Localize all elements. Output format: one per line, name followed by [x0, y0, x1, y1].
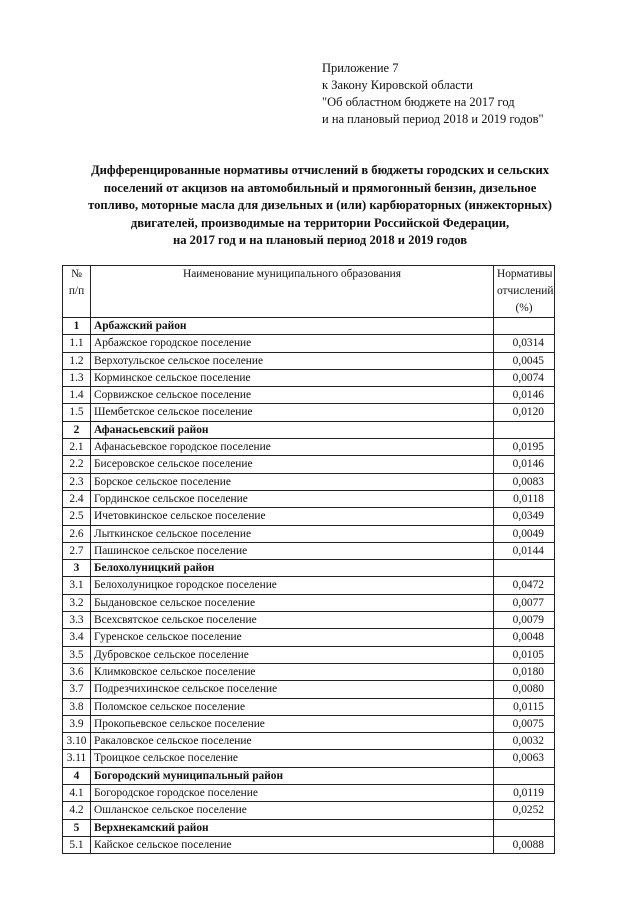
row-value: 0,0075 — [494, 715, 555, 732]
appendix-line-4: и на плановый период 2018 и 2019 годов" — [322, 112, 544, 126]
row-number: 2.7 — [63, 542, 91, 559]
row-value: 0,0105 — [494, 646, 555, 663]
row-value — [494, 767, 555, 784]
row-name: Всехсвятское сельское поселение — [91, 612, 494, 629]
row-name: Пашинское сельское поселение — [91, 542, 494, 559]
header-norms — [494, 266, 555, 318]
row-name: Ошланское сельское поселение — [91, 802, 494, 819]
appendix-line-1: Приложение 7 — [322, 61, 399, 75]
row-value: 0,0080 — [494, 681, 555, 698]
district-row — [63, 560, 555, 577]
row-number: 4.1 — [63, 785, 91, 802]
table-row — [63, 525, 555, 542]
header-norms-line-3: (%) — [515, 302, 533, 314]
row-name: Подрезчихинское сельское поселение — [91, 681, 494, 698]
row-value: 0,0252 — [494, 802, 555, 819]
title-line-1: Дифференцированные нормативы отчислений в бюджеты городских и сельских — [90, 163, 550, 177]
row-name: Борское сельское поселение — [91, 473, 494, 490]
row-value: 0,0146 — [494, 456, 555, 473]
row-number: 2.4 — [63, 490, 91, 507]
row-name: Арбажское городское поселение — [91, 335, 494, 352]
row-name: Афанасьевское городское поселение — [91, 439, 494, 456]
row-number: 4.2 — [63, 802, 91, 819]
row-value: 0,0180 — [494, 663, 555, 680]
title-line-3: топливо, моторные масла для дизельных и (или) карбюраторных (инжекторных) — [88, 198, 552, 213]
header-name-text: Наименование муниципального образования — [182, 268, 402, 280]
row-value: 0,0195 — [494, 439, 555, 456]
table-row — [63, 681, 555, 698]
header-number — [63, 266, 91, 318]
row-number: 2.3 — [63, 473, 91, 490]
row-value: 0,0077 — [494, 594, 555, 611]
row-number: 1.1 — [63, 335, 91, 352]
row-number: 1.4 — [63, 387, 91, 404]
row-name: Шембетское сельское поселение — [91, 404, 494, 421]
row-number: 4 — [63, 767, 91, 784]
row-value: 0,0314 — [494, 335, 555, 352]
title-line-4: двигателей, производимые на территории Российской Федерации, — [130, 215, 510, 230]
row-name: Ракаловское сельское поселение — [91, 733, 494, 750]
row-value: 0,0472 — [494, 577, 555, 594]
row-name: Богородский муниципальный район — [91, 767, 494, 784]
row-number: 3.6 — [63, 663, 91, 680]
row-number: 3.11 — [63, 750, 91, 767]
row-value: 0,0144 — [494, 542, 555, 559]
row-number: 2.2 — [63, 456, 91, 473]
row-number: 3.2 — [63, 594, 91, 611]
row-number: 3.4 — [63, 629, 91, 646]
header-norms-line-2: отчислений — [497, 285, 554, 297]
header-number-line-2: п/п — [68, 285, 85, 297]
row-number: 3.7 — [63, 681, 91, 698]
row-value: 0,0119 — [494, 785, 555, 802]
table-row — [63, 404, 555, 421]
table-row — [63, 646, 555, 663]
header-norms-line-1: Нормативы — [497, 268, 553, 280]
row-value — [494, 421, 555, 438]
table-row — [63, 473, 555, 490]
table-row — [63, 629, 555, 646]
row-value — [494, 560, 555, 577]
district-row — [63, 767, 555, 784]
row-value: 0,0048 — [494, 629, 555, 646]
row-name: Гуренское сельское поселение — [91, 629, 494, 646]
row-name: Богородское городское поселение — [91, 785, 494, 802]
row-name: Поломское сельское поселение — [91, 698, 494, 715]
row-name: Белохолуницкий район — [91, 560, 494, 577]
row-value: 0,0146 — [494, 387, 555, 404]
row-number: 1.3 — [63, 369, 91, 386]
row-name: Климковское сельское поселение — [91, 663, 494, 680]
table-row — [63, 663, 555, 680]
row-value: 0,0074 — [494, 369, 555, 386]
row-value: 0,0079 — [494, 612, 555, 629]
row-value: 0,0045 — [494, 352, 555, 369]
row-number: 1.5 — [63, 404, 91, 421]
row-number: 3.5 — [63, 646, 91, 663]
row-value: 0,0049 — [494, 525, 555, 542]
row-name: Троицкое сельское поселение — [91, 750, 494, 767]
row-value: 0,0120 — [494, 404, 555, 421]
row-value — [494, 318, 555, 335]
row-value: 0,0088 — [494, 836, 555, 853]
appendix-line-2: к Закону Кировской области — [322, 78, 473, 92]
row-value: 0,0118 — [494, 490, 555, 507]
row-name: Дубровское сельское поселение — [91, 646, 494, 663]
title-line-5: на 2017 год и на плановый период 2018 и 2019 годов — [172, 233, 468, 248]
row-name: Афанасьевский район — [91, 421, 494, 438]
title-line-2: поселений от акцизов на автомобильный и прямогонный бензин, дизельное — [103, 180, 537, 195]
row-value — [494, 819, 555, 836]
document-title — [40, 162, 600, 250]
district-row — [63, 819, 555, 836]
row-value: 0,0063 — [494, 750, 555, 767]
row-value: 0,0083 — [494, 473, 555, 490]
table-row — [63, 594, 555, 611]
table-row — [63, 490, 555, 507]
row-number: 2 — [63, 421, 91, 438]
row-name: Корминское сельское поселение — [91, 369, 494, 386]
row-number: 1 — [63, 318, 91, 335]
table-row — [63, 508, 555, 525]
row-number: 3 — [63, 560, 91, 577]
table-header-row — [63, 266, 555, 318]
row-number: 3.10 — [63, 733, 91, 750]
row-name: Кайское сельское поселение — [91, 836, 494, 853]
table-row — [63, 577, 555, 594]
row-name: Гординское сельское поселение — [91, 490, 494, 507]
row-number: 3.8 — [63, 698, 91, 715]
table-row — [63, 352, 555, 369]
row-name: Верхотульское сельское поселение — [91, 352, 494, 369]
table-row — [63, 387, 555, 404]
table-row — [63, 733, 555, 750]
row-number: 3.3 — [63, 612, 91, 629]
table-row — [63, 335, 555, 352]
appendix-line-3: "Об областном бюджете на 2017 год — [322, 95, 515, 109]
row-number: 2.5 — [63, 508, 91, 525]
row-name: Прокопьевское сельское поселение — [91, 715, 494, 732]
district-row — [63, 318, 555, 335]
table-row — [63, 750, 555, 767]
row-name: Бисеровское сельское поселение — [91, 456, 494, 473]
row-number: 5.1 — [63, 836, 91, 853]
row-number: 2.1 — [63, 439, 91, 456]
row-name: Арбажский район — [91, 318, 494, 335]
table-row — [63, 456, 555, 473]
row-number: 1.2 — [63, 352, 91, 369]
table-row — [63, 802, 555, 819]
row-number: 3.9 — [63, 715, 91, 732]
row-name: Сорвижское сельское поселение — [91, 387, 494, 404]
row-number: 5 — [63, 819, 91, 836]
header-municipality-name — [91, 266, 494, 318]
row-number: 3.1 — [63, 577, 91, 594]
table-row — [63, 439, 555, 456]
table-row — [63, 715, 555, 732]
row-value: 0,0349 — [494, 508, 555, 525]
row-name: Белохолуницкое городское поселение — [91, 577, 494, 594]
row-value: 0,0032 — [494, 733, 555, 750]
table-row — [63, 612, 555, 629]
table-row — [63, 369, 555, 386]
row-number: 2.6 — [63, 525, 91, 542]
header-number-line-1: № — [71, 268, 82, 280]
table-row — [63, 698, 555, 715]
table-row — [63, 836, 555, 853]
row-name: Быдановское сельское поселение — [91, 594, 494, 611]
row-name: Лыткинское сельское поселение — [91, 525, 494, 542]
row-name: Верхнекамский район — [91, 819, 494, 836]
row-value: 0,0115 — [494, 698, 555, 715]
table-row — [63, 542, 555, 559]
table-row — [63, 785, 555, 802]
row-name: Ичетовкинское сельское поселение — [91, 508, 494, 525]
district-row — [63, 421, 555, 438]
norms-table — [62, 265, 555, 854]
appendix-reference — [322, 60, 622, 128]
table-body — [63, 318, 555, 854]
